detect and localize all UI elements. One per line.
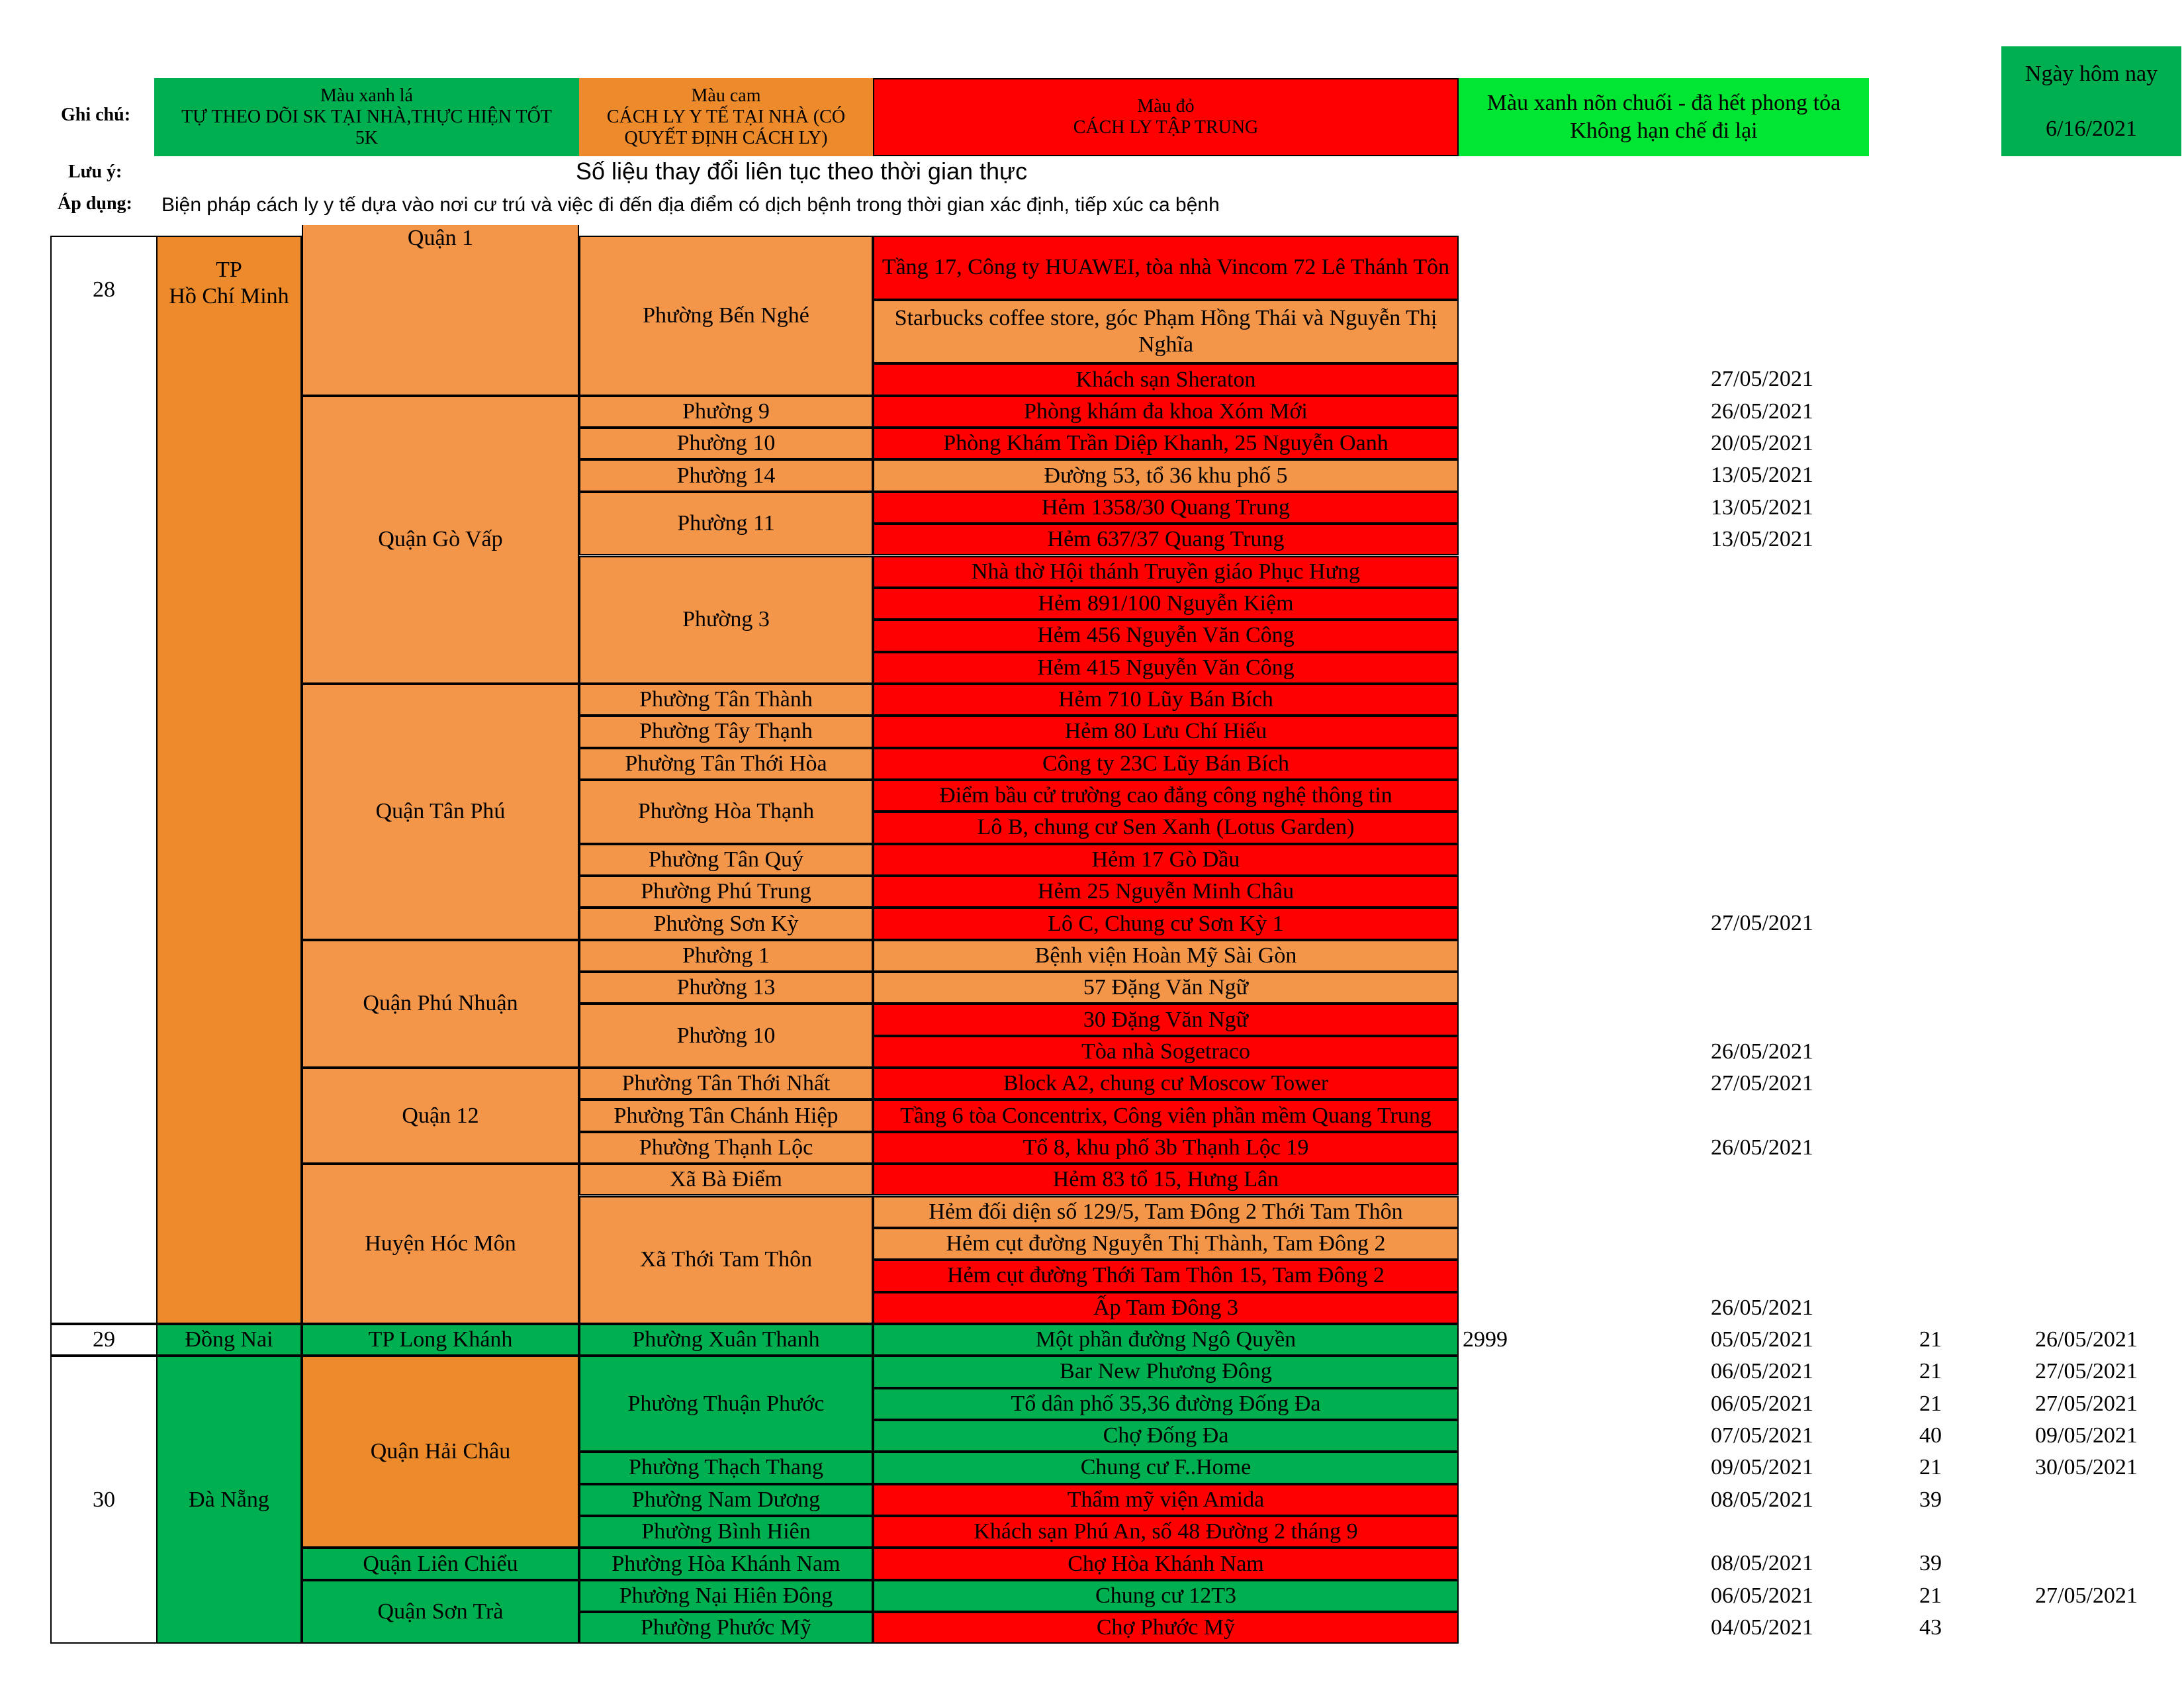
place-cell: Hẻm 80 Lưu Chí Hiếu bbox=[873, 716, 1459, 747]
place-cell: Hẻm 637/37 Quang Trung bbox=[873, 524, 1459, 555]
province-cell: Đà Nẵng bbox=[156, 1356, 302, 1644]
ward-cell: Phường Tân Chánh Hiệp bbox=[579, 1100, 873, 1131]
district-cell: Quận Liên Chiểu bbox=[302, 1548, 579, 1579]
ward-cell: Phường Tân Quý bbox=[579, 844, 873, 876]
place-cell: Hẻm cụt đường Nguyễn Thị Thành, Tam Đông 2 bbox=[873, 1228, 1459, 1260]
ward-cell: Xã Thới Tam Thôn bbox=[579, 1196, 873, 1324]
days-count: 39 bbox=[1919, 1551, 1942, 1576]
place-cell: Điểm bầu cử trường cao đẳng công nghệ thông tin bbox=[873, 780, 1459, 812]
row-number-cell: 29 bbox=[50, 1324, 156, 1356]
start-date: 13/05/2021 bbox=[1711, 527, 1813, 552]
district-cell: Quận Sơn Trà bbox=[302, 1580, 579, 1644]
place-cell: Tầng 17, Công ty HUAWEI, tòa nhà Vincom 72 Lê Thánh Tôn bbox=[873, 236, 1459, 300]
row-number-cell: 28 bbox=[50, 236, 156, 1324]
start-date: 13/05/2021 bbox=[1711, 463, 1813, 488]
province-cell: TP Hồ Chí Minh bbox=[156, 236, 302, 1324]
today-label: Ngày hôm nay bbox=[2025, 61, 2158, 86]
days-count: 43 bbox=[1919, 1615, 1942, 1640]
ward-cell: Phường 10 bbox=[579, 428, 873, 459]
end-date: 27/05/2021 bbox=[2035, 1359, 2138, 1384]
place-cell: Đường 53, tổ 36 khu phố 5 bbox=[873, 459, 1459, 491]
place-cell: 57 Đặng Văn Ngữ bbox=[873, 972, 1459, 1004]
place-cell: Chung cư F..Home bbox=[873, 1452, 1459, 1483]
place-cell: Khách sạn Phú An, số 48 Đường 2 tháng 9 bbox=[873, 1516, 1459, 1548]
today-value: 6/16/2021 bbox=[2046, 116, 2137, 141]
end-date: 27/05/2021 bbox=[2035, 1391, 2138, 1416]
place-cell: Ấp Tam Đông 3 bbox=[873, 1292, 1459, 1324]
place-cell: Một phần đường Ngô Quyền bbox=[873, 1324, 1459, 1356]
legend-orange-title: Màu cam bbox=[691, 85, 761, 106]
ward-cell: Phường Nại Hiên Đông bbox=[579, 1580, 873, 1612]
place-cell: Nhà thờ Hội thánh Truyền giáo Phục Hưng bbox=[873, 556, 1459, 588]
province-cell: Đồng Nai bbox=[156, 1324, 302, 1356]
place-cell: Block A2, chung cư Moscow Tower bbox=[873, 1068, 1459, 1100]
start-date: 26/05/2021 bbox=[1711, 1039, 1813, 1064]
place-cell: Tòa nhà Sogetraco bbox=[873, 1036, 1459, 1068]
place-cell: Chợ Hòa Khánh Nam bbox=[873, 1548, 1459, 1579]
district-cell: Quận Tân Phú bbox=[302, 684, 579, 940]
start-date: 26/05/2021 bbox=[1711, 1295, 1813, 1320]
place-cell: Hẻm 1358/30 Quang Trung bbox=[873, 492, 1459, 524]
place-cell: Tổ dân phố 35,36 đường Đống Đa bbox=[873, 1388, 1459, 1420]
days-count: 21 bbox=[1919, 1391, 1942, 1416]
ward-cell: Xã Bà Điểm bbox=[579, 1164, 873, 1196]
ward-cell: Phường Thạch Thang bbox=[579, 1452, 873, 1483]
ward-cell: Phường 14 bbox=[579, 459, 873, 491]
start-date: 26/05/2021 bbox=[1711, 1135, 1813, 1160]
place-cell: Hẻm 17 Gò Dầu bbox=[873, 844, 1459, 876]
district-cell: Huyện Hóc Môn bbox=[302, 1164, 579, 1324]
ward-cell: Phường Hòa Khánh Nam bbox=[579, 1548, 873, 1579]
legend-green-title: Màu xanh lá bbox=[320, 85, 413, 106]
ward-cell: Phường 13 bbox=[579, 972, 873, 1004]
place-cell: Chợ Phước Mỹ bbox=[873, 1612, 1459, 1644]
start-date: 27/05/2021 bbox=[1711, 367, 1813, 392]
start-date: 04/05/2021 bbox=[1711, 1615, 1813, 1640]
place-cell: Chung cư 12T3 bbox=[873, 1580, 1459, 1612]
luu-y-label: Lưu ý: bbox=[68, 162, 122, 182]
ward-cell: Phường Tân Thới Nhất bbox=[579, 1068, 873, 1100]
district-cell: Quận Gò Vấp bbox=[302, 396, 579, 684]
place-cell: Phòng Khám Trần Diệp Khanh, 25 Nguyễn Oanh bbox=[873, 428, 1459, 459]
place-cell: Thẩm mỹ viện Amida bbox=[873, 1484, 1459, 1516]
ward-cell: Phường 11 bbox=[579, 492, 873, 556]
ward-cell: Phường Tân Thới Hòa bbox=[579, 748, 873, 780]
end-date: 09/05/2021 bbox=[2035, 1423, 2138, 1448]
place-cell: Hẻm 710 Lũy Bán Bích bbox=[873, 684, 1459, 716]
legend-lime-text: Màu xanh nõn chuối - đã hết phong tỏa Không hạn chế đi lại bbox=[1486, 91, 1841, 143]
place-cell: Tầng 6 tòa Concentrix, Công viên phần mềm Quang Trung bbox=[873, 1100, 1459, 1131]
place-cell: Lô B, chung cư Sen Xanh (Lotus Garden) bbox=[873, 812, 1459, 843]
ward-cell: Phường Xuân Thanh bbox=[579, 1324, 873, 1356]
ghi-chu-label: Ghi chú: bbox=[61, 105, 131, 125]
ward-cell: Phường Thuận Phước bbox=[579, 1356, 873, 1452]
start-date: 09/05/2021 bbox=[1711, 1455, 1813, 1480]
place-cell: Hẻm cụt đường Thới Tam Thôn 15, Tam Đông 2 bbox=[873, 1260, 1459, 1291]
district-cell: Quận Hải Châu bbox=[302, 1356, 579, 1548]
end-date: 30/05/2021 bbox=[2035, 1455, 2138, 1480]
ward-cell: Phường 9 bbox=[579, 396, 873, 428]
ward-cell: Phường Phú Trung bbox=[579, 876, 873, 908]
place-cell: Hẻm 25 Nguyễn Minh Châu bbox=[873, 876, 1459, 908]
ap-dung-label: Áp dụng: bbox=[58, 193, 132, 214]
district-cell: TP Long Khánh bbox=[302, 1324, 579, 1356]
ward-cell: Phường Nam Dương bbox=[579, 1484, 873, 1516]
place-cell: Hẻm đối diện số 129/5, Tam Đông 2 Thới Tam Thôn bbox=[873, 1196, 1459, 1228]
start-date: 05/05/2021 bbox=[1711, 1327, 1813, 1352]
ap-dung-text: Biện pháp cách ly y tế dựa vào nơi cư trú và việc đi đến địa điểm có dịch bệnh trong thời gian xác định, tiếp xúc ca bệnh bbox=[161, 194, 1220, 216]
place-cell: Starbucks coffee store, góc Phạm Hồng Thái và Nguyễn Thị Nghĩa bbox=[873, 300, 1459, 364]
ward-cell: Phường Bến Nghé bbox=[579, 236, 873, 396]
legend-orange-text: CÁCH LY Y TẾ TẠI NHÀ (CÓ QUYẾT ĐỊNH CÁCH LY) bbox=[606, 107, 846, 148]
start-date: 27/05/2021 bbox=[1711, 1071, 1813, 1096]
ward-cell: Phường Bình Hiên bbox=[579, 1516, 873, 1548]
days-count: 40 bbox=[1919, 1423, 1942, 1448]
ward-cell: Phường Sơn Kỳ bbox=[579, 908, 873, 939]
start-date: 06/05/2021 bbox=[1711, 1391, 1813, 1416]
row-number-cell: 30 bbox=[50, 1356, 156, 1644]
days-count: 39 bbox=[1919, 1487, 1942, 1512]
place-cell: Lô C, Chung cư Sơn Kỳ 1 bbox=[873, 908, 1459, 939]
start-date: 27/05/2021 bbox=[1711, 911, 1813, 936]
end-date: 27/05/2021 bbox=[2035, 1583, 2138, 1608]
days-count: 21 bbox=[1919, 1455, 1942, 1480]
start-date: 20/05/2021 bbox=[1711, 431, 1813, 456]
start-date: 08/05/2021 bbox=[1711, 1551, 1813, 1576]
start-date: 13/05/2021 bbox=[1711, 494, 1813, 520]
luu-y-text: Số liệu thay đổi liên tục theo thời gian thực bbox=[576, 158, 1028, 185]
days-count: 21 bbox=[1919, 1327, 1942, 1352]
ward-cell: Phường 10 bbox=[579, 1004, 873, 1068]
place-cell: Hẻm 891/100 Nguyễn Kiệm bbox=[873, 588, 1459, 620]
days-count: 21 bbox=[1919, 1359, 1942, 1384]
legend-green-text: TỰ THEO DÕI SK TẠI NHÀ,THỰC HIỆN TỐT 5K bbox=[181, 107, 552, 148]
place-cell: Bệnh viện Hoàn Mỹ Sài Gòn bbox=[873, 940, 1459, 972]
place-cell: Hẻm 83 tổ 15, Hưng Lân bbox=[873, 1164, 1459, 1196]
place-cell: Tổ 8, khu phố 3b Thạnh Lộc 19 bbox=[873, 1132, 1459, 1164]
start-date: 07/05/2021 bbox=[1711, 1423, 1813, 1448]
ward-cell: Phường Tân Thành bbox=[579, 684, 873, 716]
ward-cell: Phường 3 bbox=[579, 556, 873, 684]
district-cell: Quận Phú Nhuận bbox=[302, 940, 579, 1068]
place-cell: Công ty 23C Lũy Bán Bích bbox=[873, 748, 1459, 780]
days-count: 21 bbox=[1919, 1583, 1942, 1608]
ward-cell: Phường 1 bbox=[579, 940, 873, 972]
start-date: 06/05/2021 bbox=[1711, 1359, 1813, 1384]
place-cell: Khách sạn Sheraton bbox=[873, 363, 1459, 395]
ward-cell: Phường Tây Thạnh bbox=[579, 716, 873, 747]
place-cell: Hẻm 456 Nguyễn Văn Công bbox=[873, 620, 1459, 651]
district-cell: Quận 12 bbox=[302, 1068, 579, 1164]
place-cell: Phòng khám đa khoa Xóm Mới bbox=[873, 396, 1459, 428]
start-date: 26/05/2021 bbox=[1711, 399, 1813, 424]
district-cell: Quận 1 bbox=[302, 225, 579, 396]
place-cell: 30 Đặng Văn Ngữ bbox=[873, 1004, 1459, 1035]
ward-cell: Phường Hòa Thạnh bbox=[579, 780, 873, 844]
place-cell: Hẻm 415 Nguyễn Văn Công bbox=[873, 652, 1459, 684]
place-cell: Bar New Phương Đông bbox=[873, 1356, 1459, 1387]
end-date: 26/05/2021 bbox=[2035, 1327, 2138, 1352]
start-date: 08/05/2021 bbox=[1711, 1487, 1813, 1512]
ward-cell: Phường Thạnh Lộc bbox=[579, 1132, 873, 1164]
case-count: 2999 bbox=[1463, 1327, 1508, 1352]
legend-red-text: CÁCH LY TẬP TRUNG bbox=[1073, 117, 1259, 138]
legend-red-title: Màu đỏ bbox=[1137, 96, 1195, 117]
ward-cell: Phường Phước Mỹ bbox=[579, 1612, 873, 1644]
place-cell: Chợ Đống Đa bbox=[873, 1420, 1459, 1452]
start-date: 06/05/2021 bbox=[1711, 1583, 1813, 1608]
